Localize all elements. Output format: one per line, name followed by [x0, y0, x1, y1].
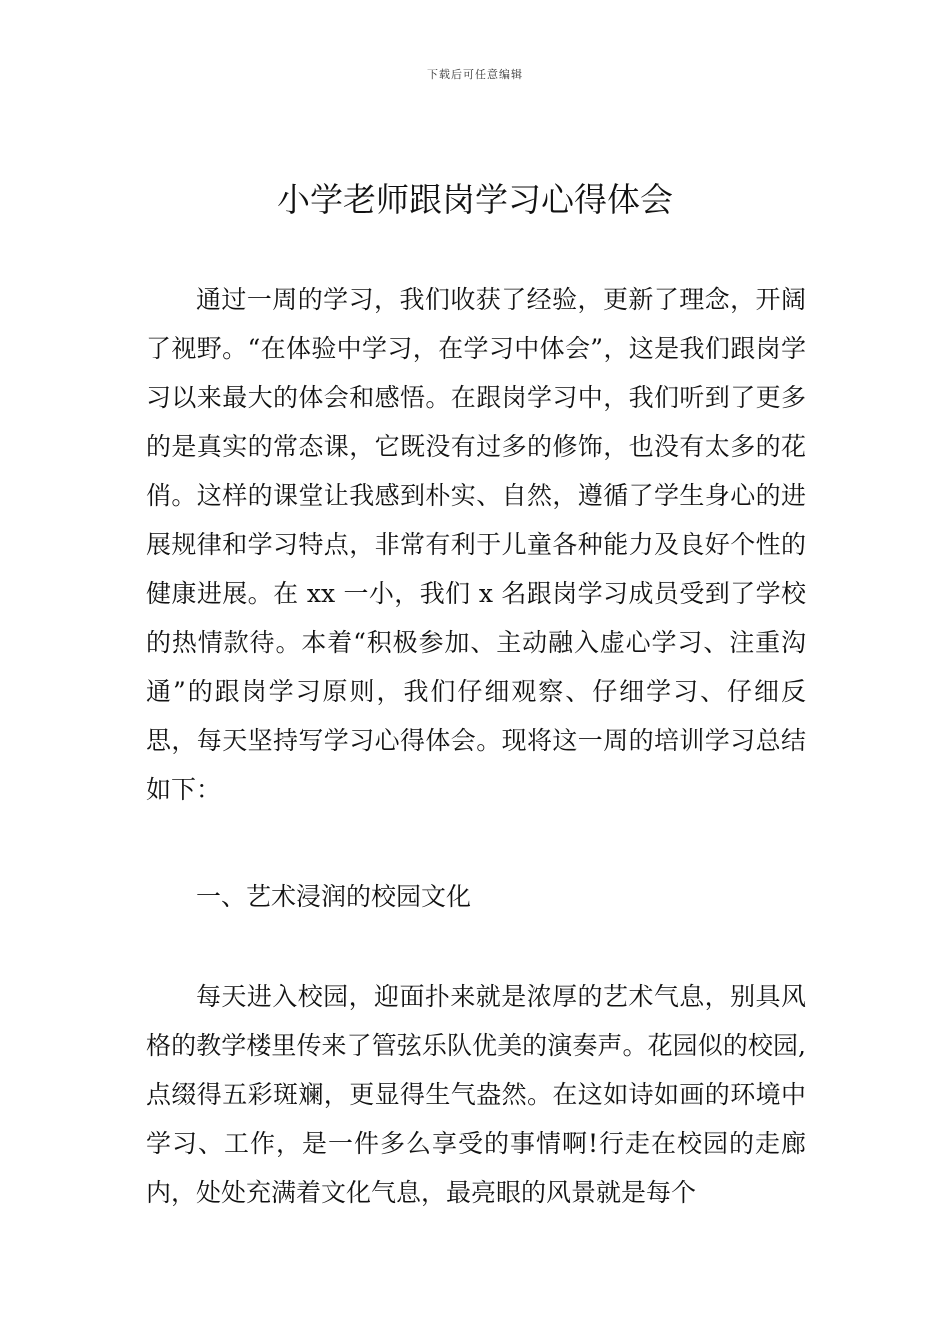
document-title: 小学老师跟岗学习心得体会: [277, 180, 673, 219]
section-paragraph: 每天进入校园，迎面扑来就是浓厚的艺术气息，别具风格的教学楼里传来了管弦乐队优美的演奏声。花园似的校园,点缀得五彩斑斓，更显得生气盎然。在这如诗如画的环境中学习、工作，是一件多么享受的事情啊!行走在校园的走廊内，处处充满着文化气息，最亮眼的风景就是每个: [146, 982, 806, 1207]
header-note: 下载后可任意编辑: [427, 68, 523, 81]
section-heading: 一、艺术浸润的校园文化: [196, 882, 472, 911]
intro-paragraph: 通过一周的学习，我们收获了经验，更新了理念，开阔了视野。“在体验中学习，在学习中体会”，这是我们跟岗学习以来最大的体会和感悟。在跟岗学习中，我们听到了更多的是真实的常态课，它既没有过多的修饰，也没有太多的花俏。这样的课堂让我感到朴实、自然，遵循了学生身心的进展规律和学习特点，非常有利于儿童各种能力及良好个性的健康进展。在 xx 一小，我们 x 名跟岗学习成员受到了学校的热情款待。本着“积极参加、主动融入虚心学习、注重沟通”的跟岗学习原则，我们仔细观察、仔细学习、仔细反思，每天坚持写学习心得体会。现将这一周的培训学习总结如下：: [146, 285, 806, 804]
